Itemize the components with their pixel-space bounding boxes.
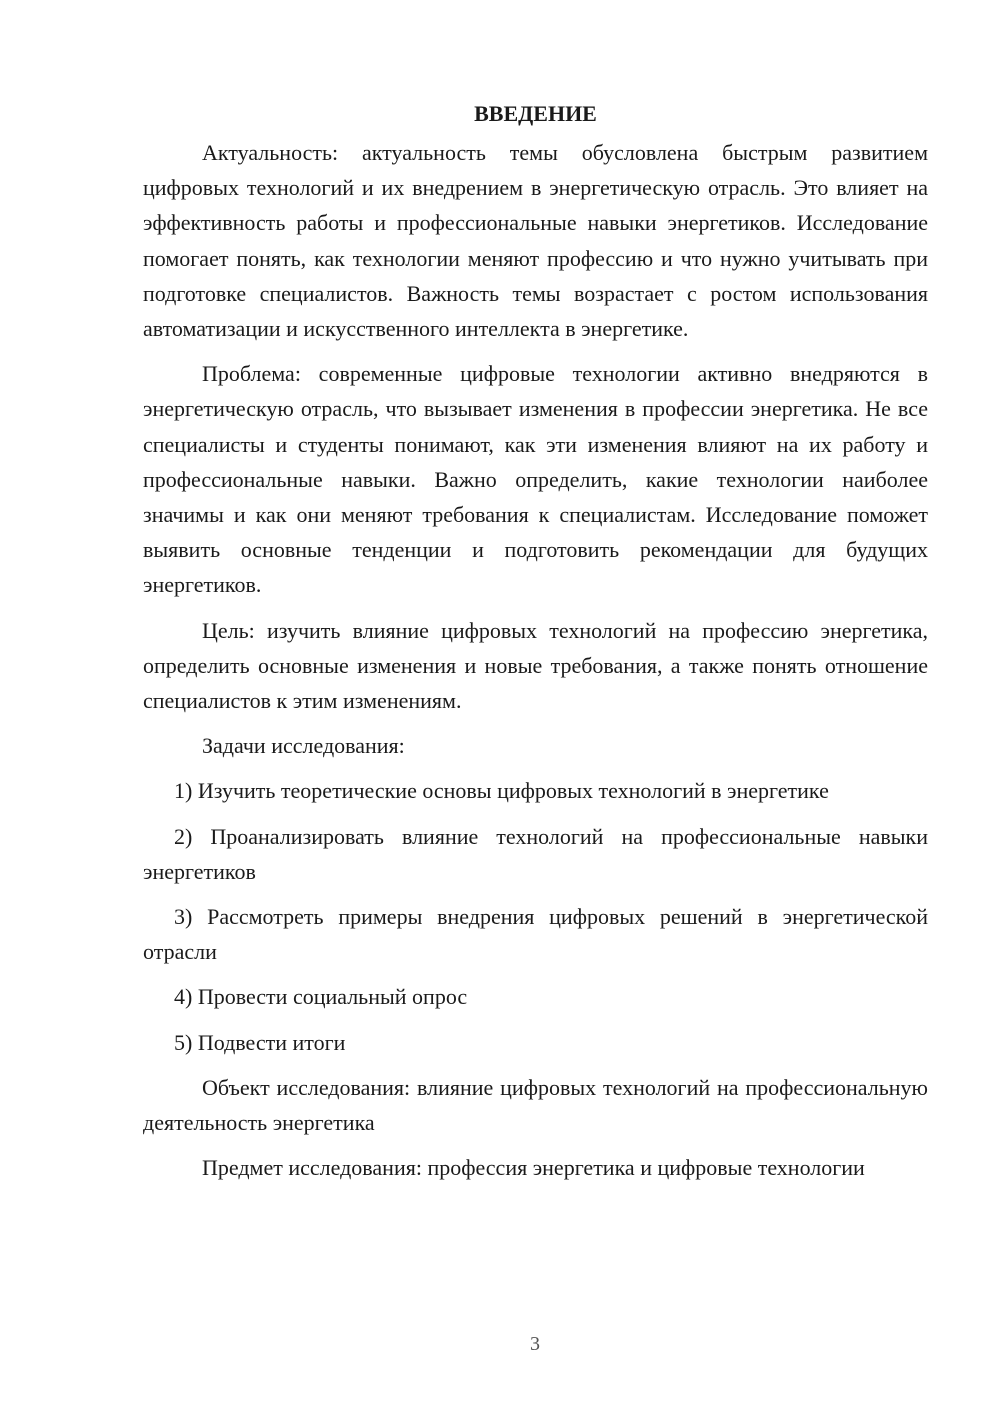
task-item-4: 4) Провести социальный опрос	[174, 984, 468, 1010]
relevance-paragraph: Актуальность: актуальность темы обусловлена быстрым развитием цифровых технологий и их внедрением в энергетическую отрасль. Это влияет на эффективность работы и профессиональные навыки энергетиков. Исследование помогает понять, как технологии меняют профессию и что нужно учитывать при подготовке специалистов. Важность темы возрастает с ростом использования автоматизации и искусственного интеллекта в энергетике.	[143, 140, 928, 342]
subject-paragraph: Предмет исследования: профессия энергетика и цифровые технологии	[202, 1155, 865, 1181]
tasks-heading: Задачи исследования:	[202, 733, 405, 759]
page-title: ВВЕДЕНИЕ	[474, 101, 597, 126]
task-item-1: 1) Изучить теоретические основы цифровых технологий в энергетике	[174, 778, 829, 804]
page-content	[143, 96, 928, 1195]
task-item-3: 3) Рассмотреть примеры внедрения цифровых решений в энергетической отрасли	[143, 904, 928, 965]
goal-paragraph: Цель: изучить влияние цифровых технологий на профессию энергетика, определить основные изменения и новые требования, а также понять отношение специалистов к этим изменениям.	[143, 617, 928, 714]
object-paragraph: Объект исследования: влияние цифровых технологий на профессиональную деятельность энергетика	[143, 1074, 928, 1136]
task-item-5: 5) Подвести итоги	[174, 1029, 346, 1055]
task-item-2: 2) Проанализировать влияние технологий на профессиональные навыки энергетиков	[143, 823, 928, 884]
page-number: 3	[530, 1333, 540, 1355]
problem-paragraph: Проблема: современные цифровые технологии активно внедряются в энергетическую отрасль, что вызывает изменения в профессии энергетика. Не все специалисты и студенты понимают, как эти изменения влияют на их работу и профессиональные навыки. Важно определить, какие технологии наиболее значимы и как они меняют требования к специалистам. Исследование поможет выявить основные тенденции и подготовить рекомендации для будущих энергетиков.	[143, 361, 928, 598]
